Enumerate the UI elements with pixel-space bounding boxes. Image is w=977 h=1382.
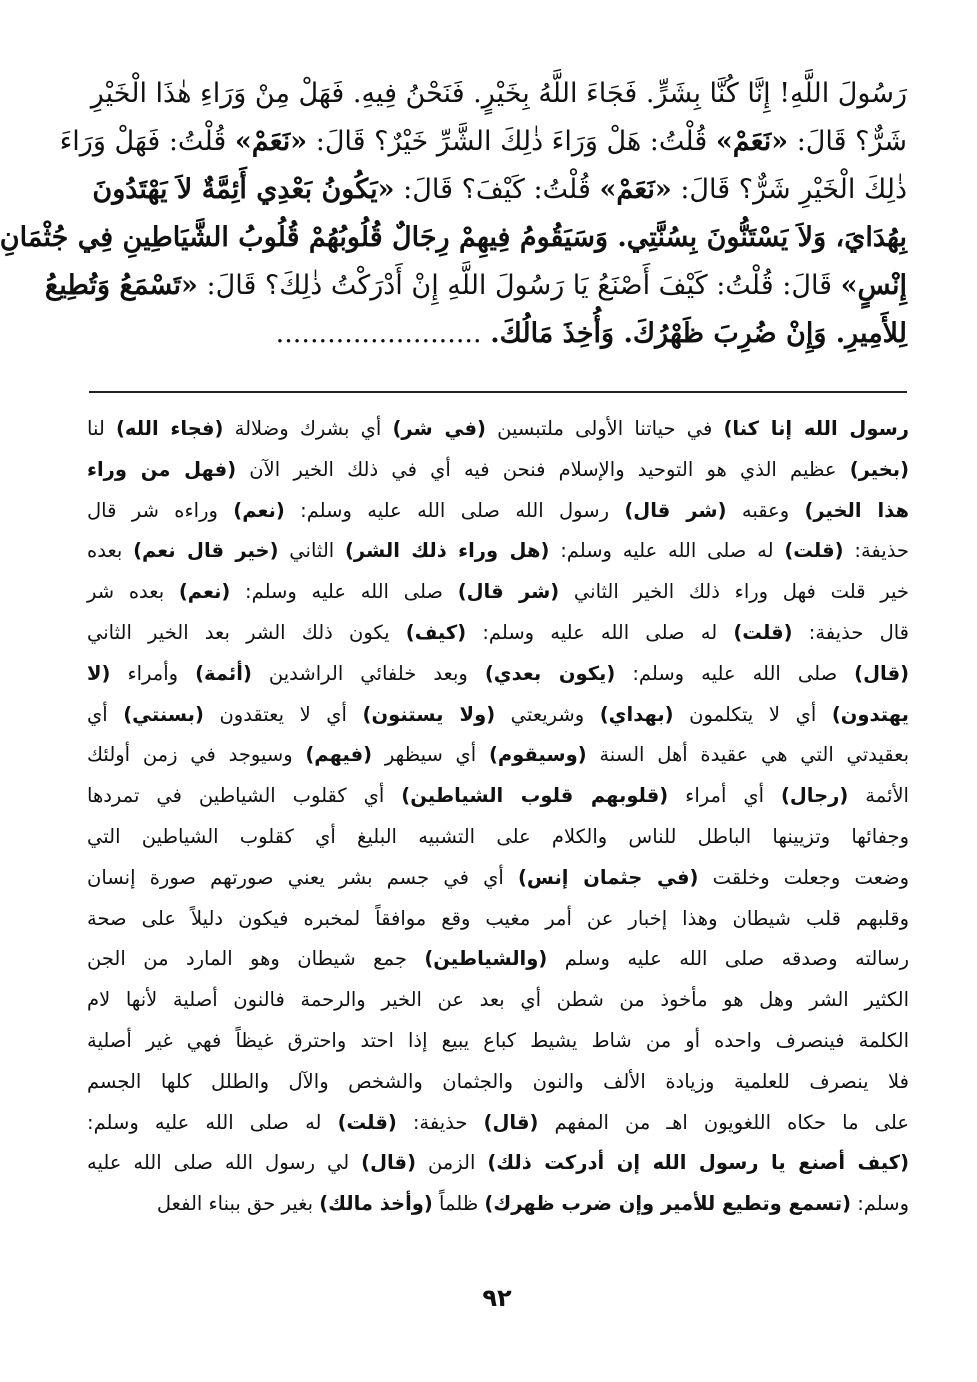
bold-segment: (بخير): [849, 457, 909, 481]
bold-segment: (في شر): [392, 417, 486, 440]
bold-segment: «نَعَمْ»: [599, 174, 672, 205]
bold-segment: (وأخذ مالك): [319, 1192, 433, 1216]
bold-segment: (قلت): [784, 539, 844, 563]
text-segment: صلى الله عليه وسلم:: [230, 580, 458, 604]
bold-segment: (قلوبهم قلوب الشياطين): [401, 784, 669, 808]
text-segment: فلا ينصرف للعلمية وزيادة الألف والنون والجثمان والشخص والآل والطلل كلها الجسم: [87, 1069, 909, 1093]
bold-segment: «نَعَمْ»: [715, 126, 789, 157]
bold-segment: (لا: [87, 661, 111, 685]
bold-segment: يهتدون): [831, 702, 909, 726]
commentary-line: [87, 939, 909, 980]
bold-segment: (كيف أصنع يا رسول الله إن أدركت ذلك): [487, 1151, 909, 1175]
footnote-divider: [89, 391, 907, 393]
bold-segment: (رجال): [780, 784, 849, 808]
text-segment: وراءه شر قال: [87, 498, 234, 522]
text-segment: لنا: [87, 417, 116, 440]
text-segment: قال حذيفة:: [792, 620, 909, 644]
bold-segment: (شر قال): [624, 498, 727, 522]
page-number: ٩٢: [482, 1284, 512, 1312]
commentary-line: [87, 1143, 909, 1184]
hadith-line: [87, 166, 907, 214]
text-segment: ........................: [275, 318, 491, 349]
hadith-line: [59, 118, 907, 166]
text-segment: قُلْتُ: كَيْفَ؟ قَالَ:: [394, 174, 600, 205]
text-segment: له صلى الله عليه وسلم:: [87, 1110, 338, 1134]
bold-segment: «تَسْمَعُ وَتُطِيعُ: [44, 270, 198, 301]
bold-segment: (قال): [483, 1110, 539, 1134]
bold-segment: (ولا يستنون): [362, 702, 496, 726]
commentary-line: [87, 613, 909, 654]
text-segment: يكون ذلك الشر بعد الخير الثاني: [87, 620, 406, 644]
bold-segment: (يكون بعدي): [484, 661, 616, 685]
bold-segment: (قال): [361, 1151, 416, 1175]
commentary-line: [87, 1103, 909, 1144]
hadith-line: [0, 214, 907, 262]
commentary-line: [87, 858, 909, 899]
text-segment: الزمن: [416, 1151, 488, 1175]
text-segment: له صلى الله عليه وسلم:: [466, 620, 734, 644]
bold-segment: (هل وراء ذلك الشر): [344, 539, 550, 563]
bold-segment: (كيف): [405, 620, 467, 644]
text-segment: وبعد خلفائي الراشدين: [251, 661, 485, 685]
commentary-line: [87, 817, 909, 858]
text-segment: عظيم الذي هو التوحيد والإسلام فنحن فيه أي في ذلك الخير الآن: [236, 457, 850, 481]
text-segment: أي لا يعتقدون: [203, 702, 363, 726]
commentary-line: [87, 695, 909, 736]
text-segment: وسيوجد في زمن أولئك: [87, 743, 306, 767]
text-segment: ذٰلِكَ الْخَيْرِ شَرٌّ؟ قَالَ:: [671, 174, 907, 205]
bold-segment: (في جثمان إنس): [517, 865, 699, 889]
commentary-line: [87, 450, 909, 491]
bold-segment: (نعم): [233, 498, 285, 522]
bold-segment: (والشياطين): [424, 947, 548, 971]
text-segment: قُلْتُ: هَلْ وَرَاءَ ذٰلِكَ الشَّرِّ خَيْرٌ؟ قَالَ:: [307, 126, 716, 157]
text-segment: أي سيظهر: [372, 743, 489, 767]
bold-segment: هذا الخير): [804, 498, 909, 522]
commentary-line: [87, 491, 909, 532]
commentary-line: [87, 899, 909, 940]
text-segment: أي: [87, 702, 124, 726]
text-segment: أي كقلوب الشياطين في تمردها: [87, 784, 402, 808]
text-segment: بعقيدتي التي هي عقيدة أهل السنة: [586, 743, 909, 767]
text-segment: رَسُولَ اللَّهِ! إِنَّا كُنَّا بِشَرٍّ. فَجَاءَ اللَّهُ بِخَيْرٍ. فَنَحْنُ فِيهِ. فَهَلْ مِنْ وَرَاءِ هٰذَا الْخَيْرِ: [90, 78, 907, 109]
commentary-line: [87, 735, 909, 776]
bold-segment: (خير قال نعم): [133, 539, 279, 563]
hadith-line: [87, 70, 907, 118]
text-segment: وعقبه: [726, 498, 805, 522]
commentary-line: [87, 1184, 909, 1225]
text-segment: بغير حق ببناء الفعل: [156, 1192, 320, 1216]
text-segment: بعده: [87, 539, 134, 563]
bold-segment: بِهُدَايَ، وَلاَ يَسْتَنُّونَ بِسُنَّتِي. وَسَيَقُومُ فِيهِمْ رِجَالٌ قُلُوبُهُمْ قُلُوبُ الشَّيَاطِينِ فِي جُثْمَانِ: [0, 222, 907, 253]
text-segment: وجفائها وتزيينها الباطل للناس والكلام على التشبيه البليغ أي كقلوب الشياطين التي: [87, 824, 909, 848]
text-segment: وسلم:: [851, 1192, 909, 1216]
text-segment: شَرٌّ؟ قَالَ:: [788, 126, 907, 157]
text-segment: وأمراء: [110, 661, 196, 685]
text-segment: وضعت وجعلت وخلقت: [698, 865, 910, 889]
text-segment: حذيفة:: [843, 539, 909, 563]
bold-segment: (فجاء الله): [115, 417, 224, 440]
hadith-text: [0, 70, 907, 358]
text-segment: ظلماً: [432, 1192, 485, 1216]
bold-segment: إِنْسٍ»: [840, 270, 907, 301]
bold-segment: (قلت): [337, 1110, 397, 1134]
bold-segment: «يَكُونُ بَعْدِي أَئِمَّةٌ لاَ يَهْتَدُونَ: [92, 174, 395, 205]
text-segment: أي أمراء: [668, 784, 781, 808]
bold-segment: (بسنتي): [123, 702, 204, 726]
bold-segment: (بهداي): [599, 702, 674, 726]
text-segment: قَالَ: قُلْتُ: كَيْفَ أَصْنَعُ يَا رَسُولَ اللَّهِ إِنْ أَدْرَكْتُ ذٰلِكَ؟ قَالَ:: [197, 270, 841, 301]
text-segment: صلى الله عليه وسلم:: [615, 661, 855, 685]
commentary-line: [87, 1021, 909, 1062]
bold-segment: (شر قال): [457, 580, 560, 604]
text-segment: لي رسول الله صلى الله عليه: [87, 1151, 362, 1175]
bold-segment: (فيهم): [305, 743, 373, 767]
bold-segment: لِلأَمِيرِ. وَإِنْ ضُرِبَ ظَهْرُكَ. وَأُخِذَ مَالُكَ.: [490, 318, 907, 349]
bold-segment: (نعم): [178, 580, 231, 604]
commentary-line: [87, 572, 909, 613]
text-segment: وشريعتي: [495, 702, 600, 726]
text-segment: على ما حكاه اللغويون اهـ من المفهم: [538, 1110, 909, 1134]
text-segment: الأئمة: [848, 784, 909, 808]
commentary-line: [87, 776, 909, 817]
text-segment: الكثير الشر وهل هو مأخوذ من شطن أي بعد عن الخير والرحمة فالنون أصلية لأنها لام: [87, 988, 909, 1012]
bold-segment: رسول الله إنا كنا): [723, 417, 909, 440]
text-segment: في حياتنا الأولى ملتبسين: [485, 417, 724, 440]
commentary-line: [87, 654, 909, 695]
text-segment: بعده شر: [87, 580, 179, 604]
text-segment: الثاني: [278, 539, 345, 563]
text-segment: أي لا يتكلمون: [673, 702, 832, 726]
bold-segment: (فهل من وراء: [87, 457, 237, 481]
text-segment: حذيفة:: [396, 1110, 484, 1134]
bold-segment: (وسيقوم): [488, 743, 587, 767]
text-segment: رسول الله صلى الله عليه وسلم:: [284, 498, 625, 522]
text-segment: جمع شيطان وهو المارد من الجن: [87, 947, 425, 971]
bold-segment: «نَعَمْ»: [234, 126, 308, 157]
bold-segment: (أئمة): [195, 661, 252, 685]
hadith-line: [87, 310, 907, 358]
bold-segment: (قال): [854, 661, 910, 685]
commentary-line: [87, 531, 909, 572]
text-segment: أي بشرك وضلالة: [223, 417, 393, 440]
bold-segment: (قلت): [733, 620, 793, 644]
text-segment: رسالته وصدقه صلى الله عليه وسلم: [547, 947, 910, 971]
bold-segment: (تسمع وتطيع للأمير وإن ضرب ظهرك): [484, 1192, 852, 1216]
text-segment: أي في جسم بشر يعني صورتهم صورة إنسان: [87, 865, 518, 889]
text-segment: خير قلت فهل وراء ذلك الخير الثاني: [559, 580, 909, 604]
text-segment: قُلْتُ: فَهَلْ وَرَاءَ: [59, 126, 235, 157]
commentary-line: [87, 980, 909, 1021]
text-segment: له صلى الله عليه وسلم:: [549, 539, 785, 563]
commentary-text: [87, 409, 909, 1225]
text-segment: الكلمة فينصرف واحده أو من شاط يشيط كباع يبيع إذا احتد واحترق غيظاً فهي غير أصلية: [87, 1028, 909, 1052]
commentary-line: [87, 1062, 909, 1103]
commentary-line: [87, 409, 909, 450]
hadith-line: [44, 262, 907, 310]
text-segment: وقلبهم قلب شيطان وهذا إخبار عن أمر مغيب وقع موافقاً لمخبره فيكون دليلاً على صحة: [87, 906, 909, 930]
